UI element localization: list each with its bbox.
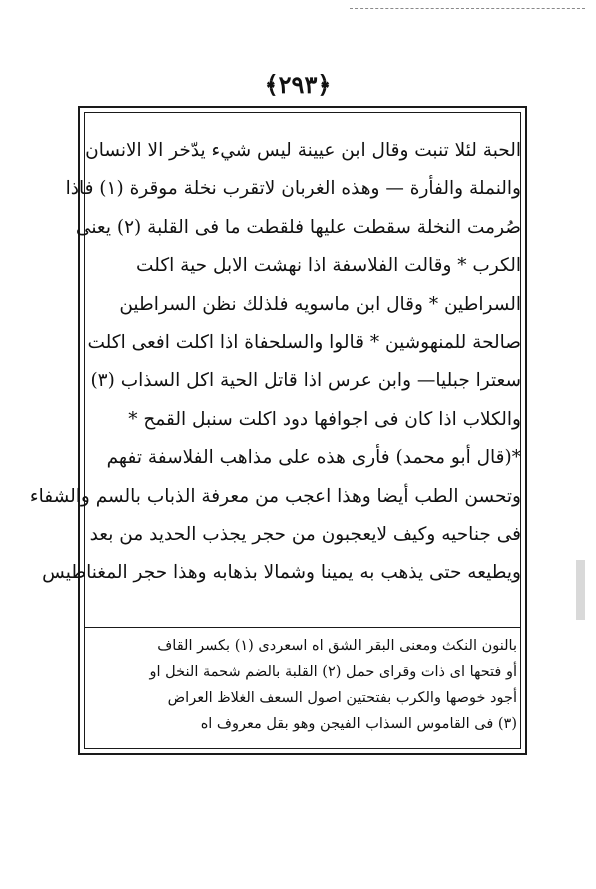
page-edge-mark — [576, 560, 585, 620]
footnote-separator — [84, 627, 521, 628]
body-line: والنملة والفأرة — وهذه الغربان لاتقرب نخلة موقرة (١) فاذا — [65, 178, 521, 200]
body-line: وتحسن الطب أيضا وهذا اعجب من معرفة الذباب بالسم والشفاء — [29, 485, 521, 507]
body-line: الحبة لئلا تنبت وقال ابن عيينة ليس شيء يدّخر الا الانسان — [85, 140, 521, 161]
page-number: ﴿۲۹۳﴾ — [264, 70, 332, 99]
top-dashed-rule — [350, 8, 585, 9]
body-line: *(قال أبو محمد) فأرى هذه على مذاهب الفلاسفة تفهم — [106, 447, 521, 469]
body-line: صُرمت النخلة سقطت عليها فلقطت ما فى القلبة (٢) يعنى — [75, 216, 521, 238]
footnotes — [90, 633, 517, 737]
body-line: سعترا جبليا— وابن عرس اذا قاتل الحية اكل السذاب (٣) — [90, 370, 521, 392]
body-text — [29, 132, 521, 593]
footnote-line: بالنون النكث ومعنى البقر الشق اه اسعردى (١) بكسر القاف — [157, 638, 517, 654]
body-line: فى جناحيه وكيف لايعجبون من حجر يجذب الحديد من بعد — [89, 523, 521, 545]
footnote-line: أو فتحها اى ذات وقراى حمل (٢) القلبة بالضم شحمة النخل او — [149, 664, 517, 680]
body-line: والكلاب اذا كان فى اجوافها دود اكلت سنبل القمح * — [128, 408, 521, 430]
body-line: السراطين * وقال ابن ماسويه فلذلك نظن السراطين — [119, 293, 521, 315]
footnote-line: أجود خوصها والكرب بفتحتين اصول السعف الغلاظ العراض — [167, 690, 517, 706]
footnote-line: (٣) فى القاموس السذاب الفيجن وهو بقل معروف اه — [200, 716, 517, 732]
body-line: الكرب * وقالت الفلاسفة اذا نهشت الابل حية اكلت — [136, 255, 521, 277]
body-line: صالحة للمنهوشين * قالوا والسلحفاة اذا اكلت افعى اكلت — [87, 331, 521, 353]
body-line: ويطيعه حتى يذهب به يمينا وشمالا بذهابه وهذا حجر المغناطيس — [42, 562, 521, 584]
